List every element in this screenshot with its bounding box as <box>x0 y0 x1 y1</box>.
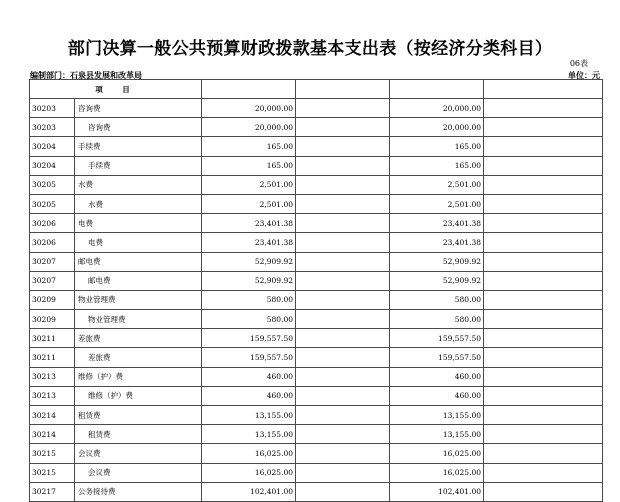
amount-cell <box>296 156 390 175</box>
table-row <box>30 137 603 156</box>
total-amount-cell: 16,025.00 <box>202 444 296 463</box>
amount-cell <box>296 99 390 118</box>
total-amount-cell: 159,557.50 <box>202 348 296 367</box>
account-code-cell: 30215 <box>30 463 75 482</box>
total-amount-cell: 23,401.38 <box>202 214 296 233</box>
total-amount-cell: 2,501.00 <box>202 175 296 194</box>
table-row <box>30 175 603 194</box>
amount-cell <box>484 137 603 156</box>
header-cell <box>390 80 484 99</box>
header-item-cell: 项 目 <box>30 80 202 99</box>
amount-cell <box>296 444 390 463</box>
amount-cell <box>296 329 390 348</box>
account-name-cell: 维修（护）费 <box>75 367 202 386</box>
public-funds-amount-cell: 20,000.00 <box>390 118 484 137</box>
amount-cell <box>296 175 390 194</box>
account-code-cell: 30203 <box>30 99 75 118</box>
table-row <box>30 444 603 463</box>
table-row <box>30 271 603 290</box>
total-amount-cell: 165.00 <box>202 156 296 175</box>
account-code-cell: 30215 <box>30 444 75 463</box>
amount-cell <box>296 233 390 252</box>
account-name-cell: 差旅费 <box>75 329 202 348</box>
amount-cell <box>484 329 603 348</box>
total-amount-cell: 52,909.92 <box>202 252 296 271</box>
account-name-cell: 咨询费 <box>75 99 202 118</box>
header-cell <box>296 80 390 99</box>
amount-cell <box>484 310 603 329</box>
total-amount-cell: 13,155.00 <box>202 425 296 444</box>
account-name-cell: 物业管理费 <box>75 310 202 329</box>
account-name-cell: 电费 <box>75 233 202 252</box>
account-code-cell: 30206 <box>30 233 75 252</box>
account-name-cell: 水费 <box>75 194 202 213</box>
account-name-cell: 手续费 <box>75 156 202 175</box>
account-name-cell: 手续费 <box>75 137 202 156</box>
account-name-cell: 会议费 <box>75 463 202 482</box>
amount-cell <box>296 348 390 367</box>
expenditure-table-container <box>29 79 602 497</box>
table-row <box>30 406 603 425</box>
header-cell <box>202 80 296 99</box>
public-funds-amount-cell: 16,025.00 <box>390 444 484 463</box>
public-funds-amount-cell: 580.00 <box>390 310 484 329</box>
account-code-cell: 30217 <box>30 482 75 501</box>
account-code-cell: 30211 <box>30 348 75 367</box>
amount-cell <box>484 348 603 367</box>
amount-cell <box>484 118 603 137</box>
amount-cell <box>296 137 390 156</box>
public-funds-amount-cell: 2,501.00 <box>390 194 484 213</box>
amount-cell <box>484 99 603 118</box>
amount-cell <box>296 425 390 444</box>
amount-cell <box>484 425 603 444</box>
account-name-cell: 差旅费 <box>75 348 202 367</box>
amount-cell <box>484 386 603 405</box>
account-code-cell: 30209 <box>30 290 75 309</box>
public-funds-amount-cell: 159,557.50 <box>390 348 484 367</box>
amount-cell <box>296 310 390 329</box>
amount-cell <box>296 271 390 290</box>
public-funds-amount-cell: 23,401.38 <box>390 214 484 233</box>
table-row <box>30 156 603 175</box>
total-amount-cell: 580.00 <box>202 310 296 329</box>
account-code-cell: 30207 <box>30 252 75 271</box>
table-row <box>30 425 603 444</box>
report-title: 部门决算一般公共预算财政拨款基本支出表（按经济分类科目） <box>67 39 553 59</box>
public-funds-amount-cell: 23,401.38 <box>390 233 484 252</box>
public-funds-amount-cell: 16,025.00 <box>390 463 484 482</box>
amount-cell <box>296 194 390 213</box>
table-row <box>30 348 603 367</box>
table-header-row <box>30 80 603 99</box>
account-code-cell: 30207 <box>30 271 75 290</box>
account-name-cell: 邮电费 <box>75 252 202 271</box>
amount-cell <box>296 482 390 501</box>
account-code-cell: 30211 <box>30 329 75 348</box>
account-code-cell: 30213 <box>30 367 75 386</box>
total-amount-cell: 165.00 <box>202 137 296 156</box>
table-row <box>30 367 603 386</box>
amount-cell <box>296 252 390 271</box>
account-code-cell: 30204 <box>30 156 75 175</box>
account-name-cell: 租赁费 <box>75 406 202 425</box>
account-name-cell: 维修（护）费 <box>75 386 202 405</box>
account-code-cell: 30205 <box>30 194 75 213</box>
amount-cell <box>296 367 390 386</box>
amount-cell <box>484 290 603 309</box>
table-row <box>30 329 603 348</box>
account-name-cell: 会议费 <box>75 444 202 463</box>
total-amount-cell: 52,909.92 <box>202 271 296 290</box>
amount-cell <box>296 214 390 233</box>
table-row <box>30 99 603 118</box>
account-code-cell: 30203 <box>30 118 75 137</box>
account-name-cell: 邮电费 <box>75 271 202 290</box>
public-funds-amount-cell: 460.00 <box>390 386 484 405</box>
table-row <box>30 463 603 482</box>
total-amount-cell: 2,501.00 <box>202 194 296 213</box>
account-code-cell: 30209 <box>30 310 75 329</box>
account-name-cell: 水费 <box>75 175 202 194</box>
account-name-cell: 咨询费 <box>75 118 202 137</box>
account-name-cell: 公务接待费 <box>75 482 202 501</box>
public-funds-amount-cell: 580.00 <box>390 290 484 309</box>
account-code-cell: 30214 <box>30 406 75 425</box>
table-row <box>30 233 603 252</box>
table-row <box>30 194 603 213</box>
table-row <box>30 386 603 405</box>
amount-cell <box>296 406 390 425</box>
account-name-cell: 物业管理费 <box>75 290 202 309</box>
expenditure-table <box>29 79 603 502</box>
account-code-cell: 30204 <box>30 137 75 156</box>
total-amount-cell: 16,025.00 <box>202 463 296 482</box>
amount-cell <box>484 252 603 271</box>
unit-label: 单位：元 <box>568 70 600 80</box>
amount-cell <box>484 482 603 501</box>
amount-cell <box>296 386 390 405</box>
amount-cell <box>484 444 603 463</box>
table-row <box>30 252 603 271</box>
total-amount-cell: 460.00 <box>202 367 296 386</box>
public-funds-amount-cell: 20,000.00 <box>390 99 484 118</box>
public-funds-amount-cell: 52,909.92 <box>390 252 484 271</box>
amount-cell <box>484 194 603 213</box>
public-funds-amount-cell: 165.00 <box>390 156 484 175</box>
amount-cell <box>484 271 603 290</box>
public-funds-amount-cell: 13,155.00 <box>390 425 484 444</box>
total-amount-cell: 460.00 <box>202 386 296 405</box>
account-name-cell: 电费 <box>75 214 202 233</box>
amount-cell <box>296 290 390 309</box>
account-code-cell: 30213 <box>30 386 75 405</box>
public-funds-amount-cell: 165.00 <box>390 137 484 156</box>
amount-cell <box>484 175 603 194</box>
total-amount-cell: 159,557.50 <box>202 329 296 348</box>
department-label: 编制部门：石泉县发展和改革局 <box>30 70 142 80</box>
amount-cell <box>484 233 603 252</box>
amount-cell <box>484 463 603 482</box>
form-number: 06表 <box>569 59 588 68</box>
account-code-cell: 30214 <box>30 425 75 444</box>
total-amount-cell: 23,401.38 <box>202 233 296 252</box>
amount-cell <box>296 463 390 482</box>
table-row <box>30 290 603 309</box>
public-funds-amount-cell: 52,909.92 <box>390 271 484 290</box>
total-amount-cell: 13,155.00 <box>202 406 296 425</box>
amount-cell <box>484 156 603 175</box>
total-amount-cell: 20,000.00 <box>202 99 296 118</box>
account-name-cell: 租赁费 <box>75 425 202 444</box>
table-row <box>30 482 603 501</box>
public-funds-amount-cell: 460.00 <box>390 367 484 386</box>
table-row <box>30 310 603 329</box>
public-funds-amount-cell: 13,155.00 <box>390 406 484 425</box>
header-cell <box>484 80 603 99</box>
account-code-cell: 30206 <box>30 214 75 233</box>
public-funds-amount-cell: 2,501.00 <box>390 175 484 194</box>
total-amount-cell: 102,401.00 <box>202 482 296 501</box>
public-funds-amount-cell: 102,401.00 <box>390 482 484 501</box>
amount-cell <box>296 118 390 137</box>
total-amount-cell: 20,000.00 <box>202 118 296 137</box>
table-row <box>30 214 603 233</box>
amount-cell <box>484 214 603 233</box>
amount-cell <box>484 406 603 425</box>
amount-cell <box>484 367 603 386</box>
total-amount-cell: 580.00 <box>202 290 296 309</box>
public-funds-amount-cell: 159,557.50 <box>390 329 484 348</box>
table-row <box>30 118 603 137</box>
account-code-cell: 30205 <box>30 175 75 194</box>
